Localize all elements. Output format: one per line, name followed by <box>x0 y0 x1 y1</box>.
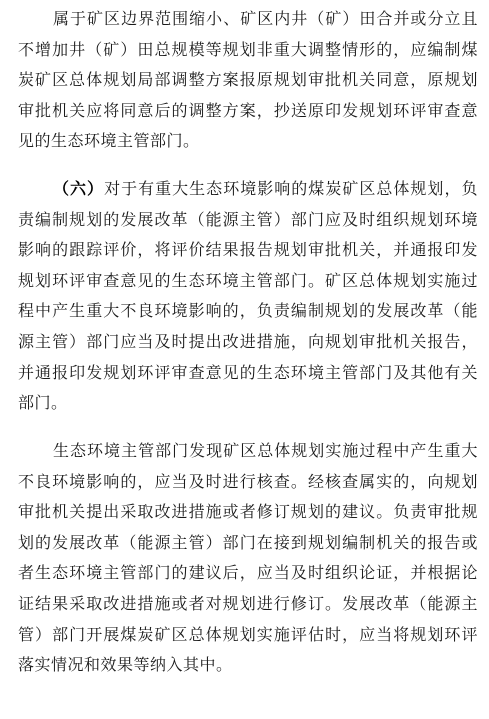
paragraph-1-text: 属于矿区边界范围缩小、矿区内井（矿）田合并或分立且不增加井（矿）田总规模等规划非重大调整情形的，应编制煤炭矿区总体规划局部调整方案报原规划审批机关同意，原规划审批机关应将同意后的调整方案，抄送原印发规划环评审查意见的生态环境主管部门。 <box>18 9 478 151</box>
paragraph-3 <box>18 436 478 681</box>
paragraph-2 <box>18 174 478 419</box>
paragraph-2-text: 对于有重大生态环境影响的煤炭矿区总体规划，负责编制规划的发展改革（能源主管）部门应及时组织规划环境影响的跟踪评价，将评价结果报告规划审批机关，并通报印发规划环评审查意见的生态环境主管部门。矿区总体规划实施过程中产生重大不良环境影响的，负责编制规划的发展改革（能源主管）部门应当及时提出改进措施，向规划审批机关报告，并通报印发规划环评审查意见的生态环境主管部门及其他有关部门。 <box>18 179 478 413</box>
paragraph-1 <box>18 4 478 157</box>
section-heading-6: （六） <box>53 179 105 198</box>
paragraph-3-text: 生态环境主管部门发现矿区总体规划实施过程中产生重大不良环境影响的，应当及时进行核查。经核查属实的，向规划审批机关提出采取改进措施或者修订规划的建议。负责审批规划的发展改革（能源主管）部门在接到规划编制机关的报告或者生态环境主管部门的建议后，应当及时组织论证，并根据论证结果采取改进措施或者对规划进行修订。发展改革（能源主管）部门开展煤炭矿区总体规划实施评估时，应当将规划环评落实情况和效果等纳入其中。 <box>18 441 478 675</box>
